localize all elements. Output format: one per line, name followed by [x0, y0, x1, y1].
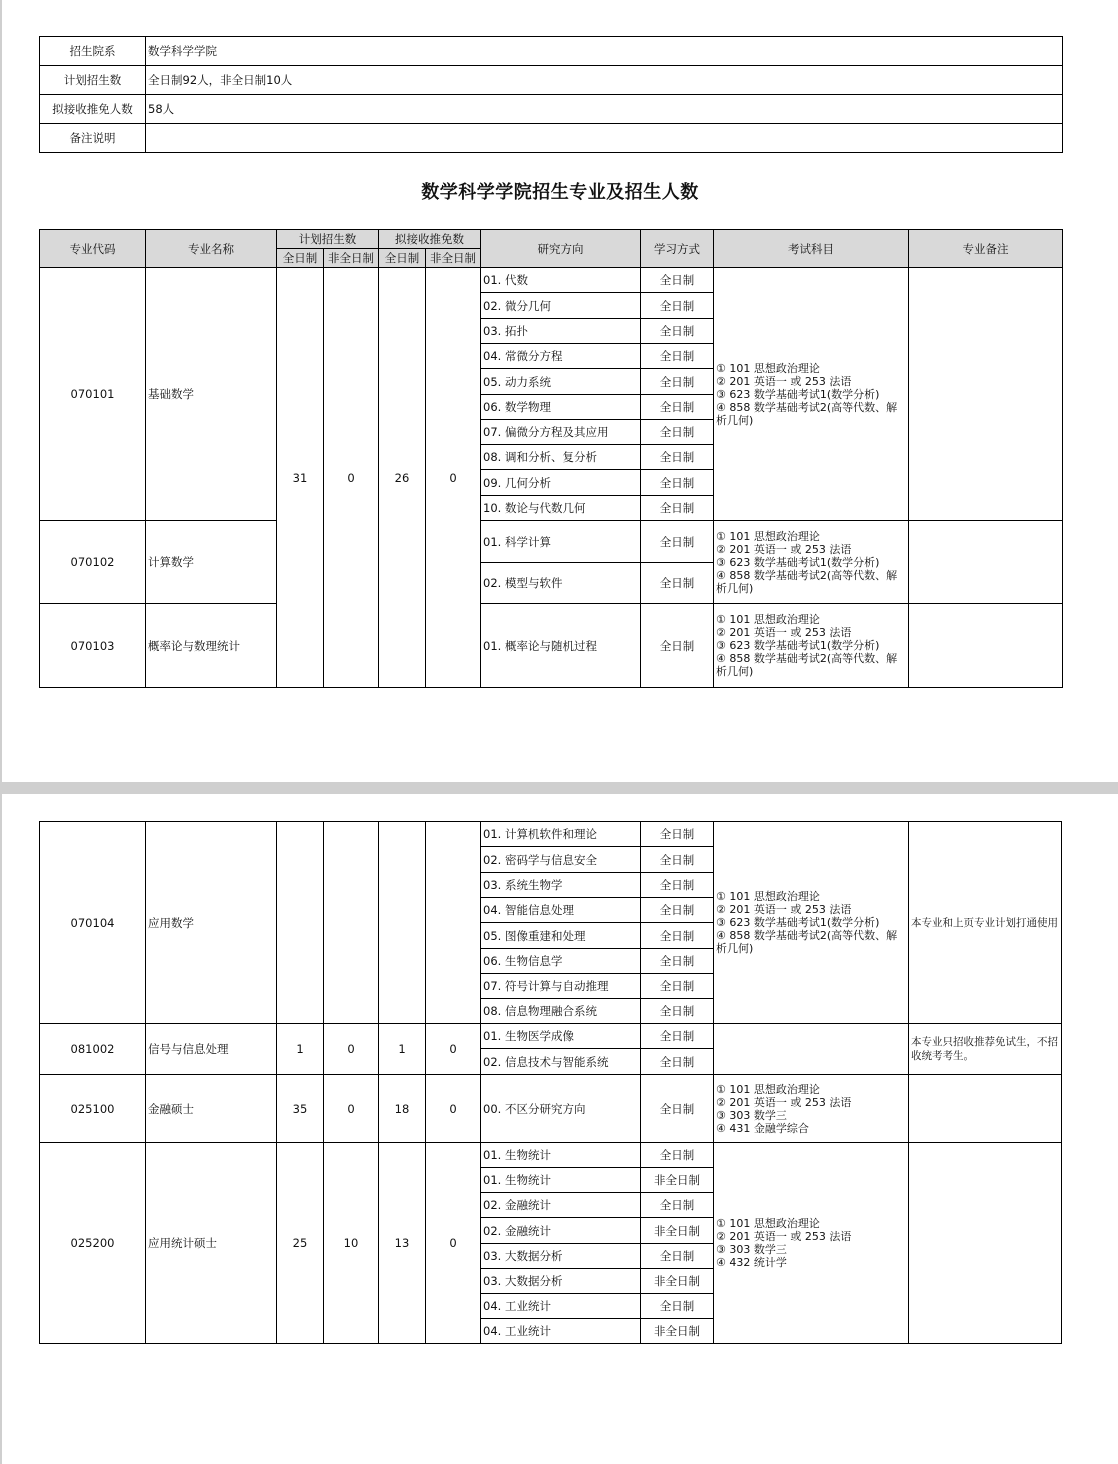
major-name: 概率论与数理统计	[146, 604, 277, 688]
direction-cell: 04. 工业统计	[481, 1319, 641, 1344]
count-plan-part: 10	[324, 1143, 379, 1344]
direction-cell: 01. 概率论与随机过程	[481, 604, 641, 688]
count-plan-part: 0	[324, 1075, 379, 1143]
count-plan-full-empty	[277, 822, 324, 1024]
count-tm-full-empty	[379, 822, 426, 1024]
header-tm-full: 全日制	[379, 249, 426, 268]
mode-cell: 全日制	[641, 1294, 714, 1319]
table-row	[40, 521, 1063, 563]
major-remark	[909, 521, 1063, 604]
major-remark: 本专业和上页专业计划打通使用	[909, 822, 1062, 1024]
exam-subjects: ① 101 思想政治理论 ② 201 英语一 或 253 法语 ③ 303 数学三 ④ 432 统计学	[714, 1143, 909, 1344]
mode-cell: 非全日制	[641, 1218, 714, 1244]
header-plan: 计划招生数	[277, 230, 379, 249]
info-row	[40, 95, 1063, 124]
count-plan-full: 35	[277, 1075, 324, 1143]
mode-cell: 全日制	[641, 1193, 714, 1218]
exam-subjects	[714, 1024, 909, 1075]
count-plan-full: 1	[277, 1024, 324, 1075]
major-code: 070104	[40, 822, 146, 1024]
count-tm-full: 26	[379, 268, 426, 688]
direction-cell: 04. 工业统计	[481, 1294, 641, 1319]
header-name: 专业名称	[146, 230, 277, 268]
page-2	[2, 794, 1118, 1464]
direction-cell: 03. 拓扑	[481, 319, 641, 344]
count-tm-part: 0	[426, 1024, 481, 1075]
majors-body-page1	[40, 268, 1063, 688]
direction-cell: 02. 模型与软件	[481, 563, 641, 604]
direction-cell: 02. 金融统计	[481, 1193, 641, 1218]
direction-cell: 06. 数学物理	[481, 395, 641, 420]
mode-cell: 全日制	[641, 822, 714, 847]
direction-cell: 01. 生物医学成像	[481, 1024, 641, 1049]
direction-cell: 08. 调和分析、复分析	[481, 445, 641, 470]
count-tm-full: 1	[379, 1024, 426, 1075]
info-label: 计划招生数	[40, 66, 146, 95]
mode-cell: 全日制	[641, 873, 714, 898]
major-code: 025200	[40, 1143, 146, 1344]
mode-cell: 全日制	[641, 847, 714, 873]
document-title: 数学科学学院招生专业及招生人数	[421, 182, 699, 203]
direction-cell: 02. 密码学与信息安全	[481, 847, 641, 873]
count-tm-part: 0	[426, 1075, 481, 1143]
info-table	[39, 36, 1063, 153]
exam-subjects: ① 101 思想政治理论 ② 201 英语一 或 253 法语 ③ 303 数学三 ④ 431 金融学综合	[714, 1075, 909, 1143]
mode-cell: 全日制	[641, 604, 714, 688]
table-row	[40, 822, 1062, 847]
direction-cell: 00. 不区分研究方向	[481, 1075, 641, 1143]
page-1	[2, 0, 1118, 782]
major-name: 基础数学	[146, 268, 277, 521]
header-direction: 研究方向	[481, 230, 641, 268]
majors-table-continued	[39, 821, 1062, 1344]
info-row	[40, 66, 1063, 95]
header-tm-part: 非全日制	[426, 249, 481, 268]
major-name: 应用数学	[146, 822, 277, 1024]
info-row	[40, 124, 1063, 153]
mode-cell: 全日制	[641, 268, 714, 293]
header-mode: 学习方式	[641, 230, 714, 268]
direction-cell: 07. 偏微分方程及其应用	[481, 420, 641, 445]
mode-cell: 全日制	[641, 420, 714, 445]
mode-cell: 全日制	[641, 974, 714, 999]
major-remark	[909, 604, 1063, 688]
direction-cell: 02. 信息技术与智能系统	[481, 1049, 641, 1075]
info-label: 招生院系	[40, 37, 146, 66]
count-plan-part: 0	[324, 1024, 379, 1075]
direction-cell: 02. 金融统计	[481, 1218, 641, 1244]
mode-cell: 全日制	[641, 293, 714, 319]
major-remark	[909, 1075, 1062, 1143]
major-name: 计算数学	[146, 521, 277, 604]
table-row	[40, 1075, 1062, 1143]
direction-cell: 08. 信息物理融合系统	[481, 999, 641, 1024]
major-code: 070101	[40, 268, 146, 521]
mode-cell: 非全日制	[641, 1168, 714, 1193]
mode-cell: 全日制	[641, 521, 714, 563]
mode-cell: 全日制	[641, 1024, 714, 1049]
mode-cell: 全日制	[641, 1049, 714, 1075]
mode-cell: 全日制	[641, 445, 714, 470]
direction-cell: 10. 数论与代数几何	[481, 496, 641, 521]
header-exam: 考试科目	[714, 230, 909, 268]
table-row	[40, 1143, 1062, 1168]
majors-body-page2	[40, 822, 1062, 1344]
major-code: 081002	[40, 1024, 146, 1075]
major-code: 070102	[40, 521, 146, 604]
major-remark	[909, 1143, 1062, 1344]
info-value: 58人	[146, 95, 1063, 124]
exam-subjects: ① 101 思想政治理论 ② 201 英语一 或 253 法语 ③ 623 数学基础考试1(数学分析) ④ 858 数学基础考试2(高等代数、解析几何)	[714, 604, 909, 688]
direction-cell: 01. 生物统计	[481, 1168, 641, 1193]
direction-cell: 06. 生物信息学	[481, 949, 641, 974]
major-name: 金融硕士	[146, 1075, 277, 1143]
mode-cell: 全日制	[641, 1075, 714, 1143]
info-label: 备注说明	[40, 124, 146, 153]
header-code: 专业代码	[40, 230, 146, 268]
direction-cell: 03. 大数据分析	[481, 1269, 641, 1294]
mode-cell: 非全日制	[641, 1269, 714, 1294]
major-code: 025100	[40, 1075, 146, 1143]
count-plan-full: 31	[277, 268, 324, 688]
direction-cell: 01. 代数	[481, 268, 641, 293]
major-name: 应用统计硕士	[146, 1143, 277, 1344]
count-plan-full: 25	[277, 1143, 324, 1344]
major-remark	[909, 268, 1063, 521]
direction-cell: 05. 图像重建和处理	[481, 923, 641, 949]
direction-cell: 04. 常微分方程	[481, 344, 641, 369]
mode-cell: 全日制	[641, 898, 714, 923]
table-row	[40, 268, 1063, 293]
direction-cell: 09. 几何分析	[481, 470, 641, 496]
direction-cell: 07. 符号计算与自动推理	[481, 974, 641, 999]
mode-cell: 全日制	[641, 496, 714, 521]
header-tuimian: 拟接收推免数	[379, 230, 481, 249]
exam-subjects: ① 101 思想政治理论 ② 201 英语一 或 253 法语 ③ 623 数学基础考试1(数学分析) ④ 858 数学基础考试2(高等代数、解析几何)	[714, 822, 909, 1024]
count-tm-full: 13	[379, 1143, 426, 1344]
mode-cell: 全日制	[641, 999, 714, 1024]
info-value	[146, 124, 1063, 153]
header-remark: 专业备注	[909, 230, 1063, 268]
count-tm-part-empty	[426, 822, 481, 1024]
header-plan-part: 非全日制	[324, 249, 379, 268]
direction-cell: 05. 动力系统	[481, 369, 641, 395]
exam-subjects: ① 101 思想政治理论 ② 201 英语一 或 253 法语 ③ 623 数学基础考试1(数学分析) ④ 858 数学基础考试2(高等代数、解析几何)	[714, 268, 909, 521]
mode-cell: 全日制	[641, 369, 714, 395]
mode-cell: 全日制	[641, 1143, 714, 1168]
info-value: 数学科学学院	[146, 37, 1063, 66]
direction-cell: 01. 生物统计	[481, 1143, 641, 1168]
direction-cell: 04. 智能信息处理	[481, 898, 641, 923]
mode-cell: 非全日制	[641, 1319, 714, 1344]
mode-cell: 全日制	[641, 949, 714, 974]
table-row	[40, 1024, 1062, 1049]
count-plan-part-empty	[324, 822, 379, 1024]
mode-cell: 全日制	[641, 395, 714, 420]
mode-cell: 全日制	[641, 344, 714, 369]
count-tm-part: 0	[426, 1143, 481, 1344]
major-name: 信号与信息处理	[146, 1024, 277, 1075]
major-code: 070103	[40, 604, 146, 688]
mode-cell: 全日制	[641, 563, 714, 604]
major-remark: 本专业只招收推荐免试生，不招收统考考生。	[909, 1024, 1062, 1075]
mode-cell: 全日制	[641, 470, 714, 496]
majors-table	[39, 229, 1063, 688]
count-plan-part: 0	[324, 268, 379, 688]
count-tm-part: 0	[426, 268, 481, 688]
header-plan-full: 全日制	[277, 249, 324, 268]
direction-cell: 03. 大数据分析	[481, 1244, 641, 1269]
exam-subjects: ① 101 思想政治理论 ② 201 英语一 或 253 法语 ③ 623 数学基础考试1(数学分析) ④ 858 数学基础考试2(高等代数、解析几何)	[714, 521, 909, 604]
count-tm-full: 18	[379, 1075, 426, 1143]
direction-cell: 01. 科学计算	[481, 521, 641, 563]
mode-cell: 全日制	[641, 1244, 714, 1269]
direction-cell: 01. 计算机软件和理论	[481, 822, 641, 847]
direction-cell: 02. 微分几何	[481, 293, 641, 319]
info-label: 拟接收推免人数	[40, 95, 146, 124]
direction-cell: 03. 系统生物学	[481, 873, 641, 898]
info-row	[40, 37, 1063, 66]
info-value: 全日制92人，非全日制10人	[146, 66, 1063, 95]
table-row	[40, 604, 1063, 688]
mode-cell: 全日制	[641, 923, 714, 949]
mode-cell: 全日制	[641, 319, 714, 344]
